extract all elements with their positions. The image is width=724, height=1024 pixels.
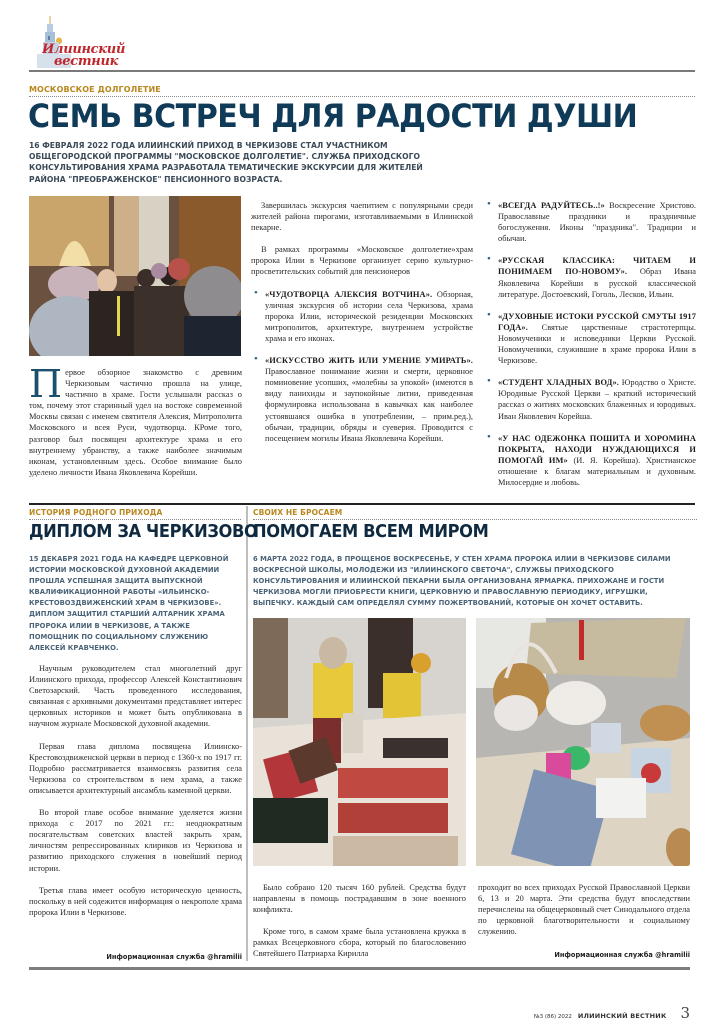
excursion-title: «ДУХОВНЫЕ ИСТОКИ РУССКОЙ СМУТЫ 1917 ГОДА». (498, 311, 696, 332)
main-rubric: МОСКОВСКОЕ ДОЛГОЛЕТИЕ (29, 85, 695, 97)
diploma-signature: Информационная служба @hramilii (106, 953, 242, 961)
excursion-item (251, 355, 473, 444)
excursion-text: Святые царственные страстотерпцы. Новомученики и исповедники Церкви Русской. Новомученики, служившие в храме пророка Илии в Черкизове. (498, 322, 696, 366)
paragraph-tea: Завершилась экскурсия чаепитием с популярными среди жителей района пирогами, изготавливаемыми в Илиинской пекарне. (251, 201, 473, 233)
page-footer (534, 1004, 690, 1022)
paragraph-program: В рамках программы «Московское долголетие»храм пророка Илии в Черкизове организует серию культурно-просветительских событий для пенсионеров (251, 245, 473, 277)
fair-lead: 6 МАРТА 2022 ГОДА, В ПРОЩЕНОЕ ВОСКРЕСЕНЬЕ, У СТЕН ХРАМА ПРОРОКА ИЛИИ В ЧЕРКИЗОВЕ СИЛАМИ ВОСКРЕСНОЙ ШКОЛЫ, МОЛОДЕЖИ ИЗ "ИЛИИНСКОГО СВЕТОЧА", СЛУЖБЫ ПРИХОДСКОГО КОНСУЛЬТИРОВАНИЯ И ИЛИИНСКОЙ ПЕКАРНИ БЫЛА ОРГАНИЗОВАНА ЯРМАРКА. ПРИХОЖАНЕ И ГОСТИ ЧЕРКИЗОВА МОГЛИ ПРИОБРЕСТИ КНИГИ, ЦЕРКОВНУЮ И ПРАВОСЛАВНУЮ ПЕРИОДИКУ, ИГРУШКИ, ВЫПЕЧКУ. КАЖДЫЙ САМ ОПРЕДЕЛЯЛ СУММУ ПОЖЕРТВОВАНИЙ, КОТОРЫЕ ОН ХОЧЕТ ОСТАВИТЬ. (253, 554, 671, 608)
excursion-title: «СТУДЕНТ ХЛАДНЫХ ВОД». (498, 378, 619, 388)
excursion-text: Юродство о Христе. Юродивые Русской Церкви – краткий исторический рассказ о житиях московских блаженных и юродивых. Иван Яковлевич Корейша. (498, 378, 696, 421)
excursion-photo (29, 196, 241, 356)
fair-headline: ПОМОГАЕМ ВСЕМ МИРОМ (253, 522, 489, 542)
excursion-text: Образ Ивана Яковлевича Корейши в русской классической литературе. Достоевский, Гоголь, Лесков, Ильин. (498, 267, 696, 299)
main-headline: СЕМЬ ВСТРЕЧ ДЛЯ РАДОСТИ ДУШИ (28, 97, 638, 135)
logo-title (42, 44, 125, 68)
masthead-divider (29, 70, 695, 72)
diploma-paragraph: Научным руководителем стал многолетний друг Илиинского прихода, профессор Алексей Константинович Светозарский. Часть проведенного исследования, связанная с архивными документами представляет интерес церковных историков и может быть опубликована в научном журнале Московской духовной академии. (29, 664, 242, 729)
fair-body-right (478, 882, 690, 948)
section-divider (29, 503, 695, 505)
fair-rubric: СВОИХ НЕ БРОСАЕМ (253, 508, 697, 520)
logo-line-1: Илиинский (42, 42, 126, 57)
diploma-rubric: ИСТОРИЯ РОДНОГО ПРИХОДА (29, 508, 241, 520)
issue-number: №3 (86) 2022 (533, 1014, 572, 1020)
intro-text: ервое обзорное знакомство с древним Черкизовым частично прошла на улице, частично в храме. Гости услышали рассказ о том, почему этот старинный удел на востоке современной Москвы связан с именем святителя Алексия, Митрополита Московского и всея Руси, чудотворца. КРоме того, разговор был посвящен архитектуре храма и его внутреннему убранству, а также наиболее значимым иконам, установленным здесь. Особое внимание было уделено личности Ивана Яковлевича Корейши. (29, 368, 242, 477)
fair-photo-baskets (476, 618, 690, 866)
fair-photo-books (253, 618, 466, 866)
main-column-3 (484, 200, 696, 499)
main-column-2 (251, 200, 473, 455)
publication-name: ИЛИИНСКИЙ ВЕСТНИК (577, 1012, 667, 1020)
fair-paragraph: Было собрано 120 тысяч 160 рублей. Средства будут направлены в помощь пострадавшим в зоне военного конфликта. (253, 883, 466, 915)
column-divider (246, 506, 248, 961)
excursion-title: «ЧУДОТВОРЦА АЛЕКСИЯ ВОТЧИНА». (265, 289, 433, 299)
excursion-title: «РУССКАЯ КЛАССИКА: ЧИТАЕМ И ПОНИМАЕМ ПО-НОВОМУ». (498, 256, 696, 277)
excursion-item (251, 289, 473, 344)
page-number: 3 (680, 1004, 690, 1022)
excursion-text: (И. Я. Корейша). Христианское отношение к благам материальным и духовным. Милосердие и любовь. (498, 455, 696, 487)
diploma-paragraph: Третья глава имеет особую историческую ценность, поскольку в ней содежится информация о некрополе храма пророка Илии в Черкизове. (29, 885, 242, 917)
dropcap: П (29, 362, 63, 406)
excursion-item (484, 433, 696, 488)
diploma-headline: ДИПЛОМ ЗА ЧЕРКИЗОВО (29, 522, 258, 542)
excursion-item (484, 311, 696, 366)
excursion-item (484, 377, 696, 421)
masthead-logo (28, 14, 126, 72)
diploma-paragraph: Во второй главе особое внимание уделяется жизни прихода с 2017 по 2021 гг.: неоднократным посягательствам советских властей закрыть храм, личностям репрессированных клириков из Черкизова и развитию приходского служения в новейший период истории. (29, 808, 242, 873)
diploma-paragraph: Первая глава диплома посвящена Илиинско-Крестовоздвиженской церкви в период с 1360-х по 1917 гг. Подробно рассматривается взаимосвязь развития села Черкизова со строительством в нем храма, а также описывается архитектурный ансамбль каменной церкви. (29, 741, 242, 795)
excursion-item (484, 200, 696, 244)
logo-line-2: вестник (54, 54, 119, 69)
excursion-text: Православное понимание жизни и смерти, церковное поминовение усопших, «молебны за упокой» (имеются в виду панихиды и заупокойные литии, приведенная формулировка использована в кавычках как наиболее устоявшаяся ошибка в употреблении, – прим.ред.), обычаи, традиции, обряды и суеверия. Проводится с посещением могилы Ивана Яковлевича Корейши. (265, 367, 473, 443)
excursion-title: «ВСЕГДА РАДУЙТЕСЬ..!» (498, 201, 605, 210)
fair-body-left (253, 882, 466, 960)
fair-bottom-rule (246, 967, 690, 970)
diploma-lead: 15 ДЕКАБРЯ 2021 ГОДА НА КАФЕДРЕ ЦЕРКОВНОЙ ИСТОРИИ МОСКОВСКОЙ ДУХОВНОЙ АКАДЕМИИ ПРОШЛА УСПЕШНАЯ ЗАЩИТА ВЫПУСКНОЙ КВАЛИФИКАЦИОННОЙ РАБОТЫ «ИЛЬИНСКО-КРЕСТОВОЗДВИЖЕНСКИЙ ХРАМ В ЧЕРКИЗОВЕ». ДИПЛОМ ЗАЩИТИЛ СТАРШИЙ АЛТАРНИК ХРАМА ПРОРОКА ИЛИИ В ЧЕРКИЗОВЕ, А ТАКЖЕ ПОМОЩНИК ПО СОЦИАЛЬНОМУ СЛУЖЕНИЮ АЛЕКСЕЙ КРАВЧЕНКО. (29, 554, 229, 652)
fair-paragraph: проходит во всех приходах Русской Православной Церкви 6, 13 и 20 марта. Эти средства будут впоследствии перечислены на общецерковный счет Синодального отдела по церковной благотворительности и социальному служению. (478, 883, 690, 937)
excursion-title: «У НАС ОДЕЖОНКА ПОШИТА И ХОРОМИНА ПОКРЫТА, НАХОДИ НУЖДАЮЩИХСЯ И ПОМОГАЙ ИМ» (498, 433, 696, 465)
excursion-text: Обзорная, уличная экскурсия об истории села Черкизова, храма пророка Илии, исторической резиденции Московских митрополитов, архитектуре, внутреннем устройстве храма и его иконах. (265, 289, 473, 343)
intro-paragraph (29, 362, 242, 478)
excursion-text: Воскресение Христово. Православные праздники и праздничные богослужения. Иконы "праздника". Традиции и обычаи. (498, 201, 696, 244)
excursion-item (484, 255, 696, 299)
fair-paragraph: Кроме того, в самом храме была установлена кружка в рамках Всецерковного сбора, который по благословению Святейшего Патриарха Кирилла (253, 927, 466, 959)
excursion-title: «ИСКУССТВО ЖИТЬ ИЛИ УМЕНИЕ УМИРАТЬ». (265, 356, 473, 366)
diploma-bottom-rule (29, 967, 249, 970)
fair-signature: Информационная служба @hramilii (554, 951, 690, 959)
main-lead: 16 ФЕВРАЛЯ 2022 ГОДА ИЛИИНСКИЙ ПРИХОД В ЧЕРКИЗОВЕ СТАЛ УЧАСТНИКОМ ОБЩЕГОРОДСКОЙ ПРОГРАММЫ "МОСКОВСКОЕ ДОЛГОЛЕТИЕ". СЛУЖБА ПРИХОДСКОГО КОНСУЛЬТИРОВАНИЯ ХРАМА РАЗРАБОТАЛА ТЕМАТИЧЕСКИЕ ЭКСКУРСИИ ДЛЯ ЖИТЕЛЕЙ РАЙОНА "ПРЕОБРАЖЕНСКОЕ" ПЕНСИОННОГО ВОЗРАСТА. (29, 140, 423, 184)
main-column-1 (29, 362, 242, 489)
diploma-body (29, 663, 242, 920)
